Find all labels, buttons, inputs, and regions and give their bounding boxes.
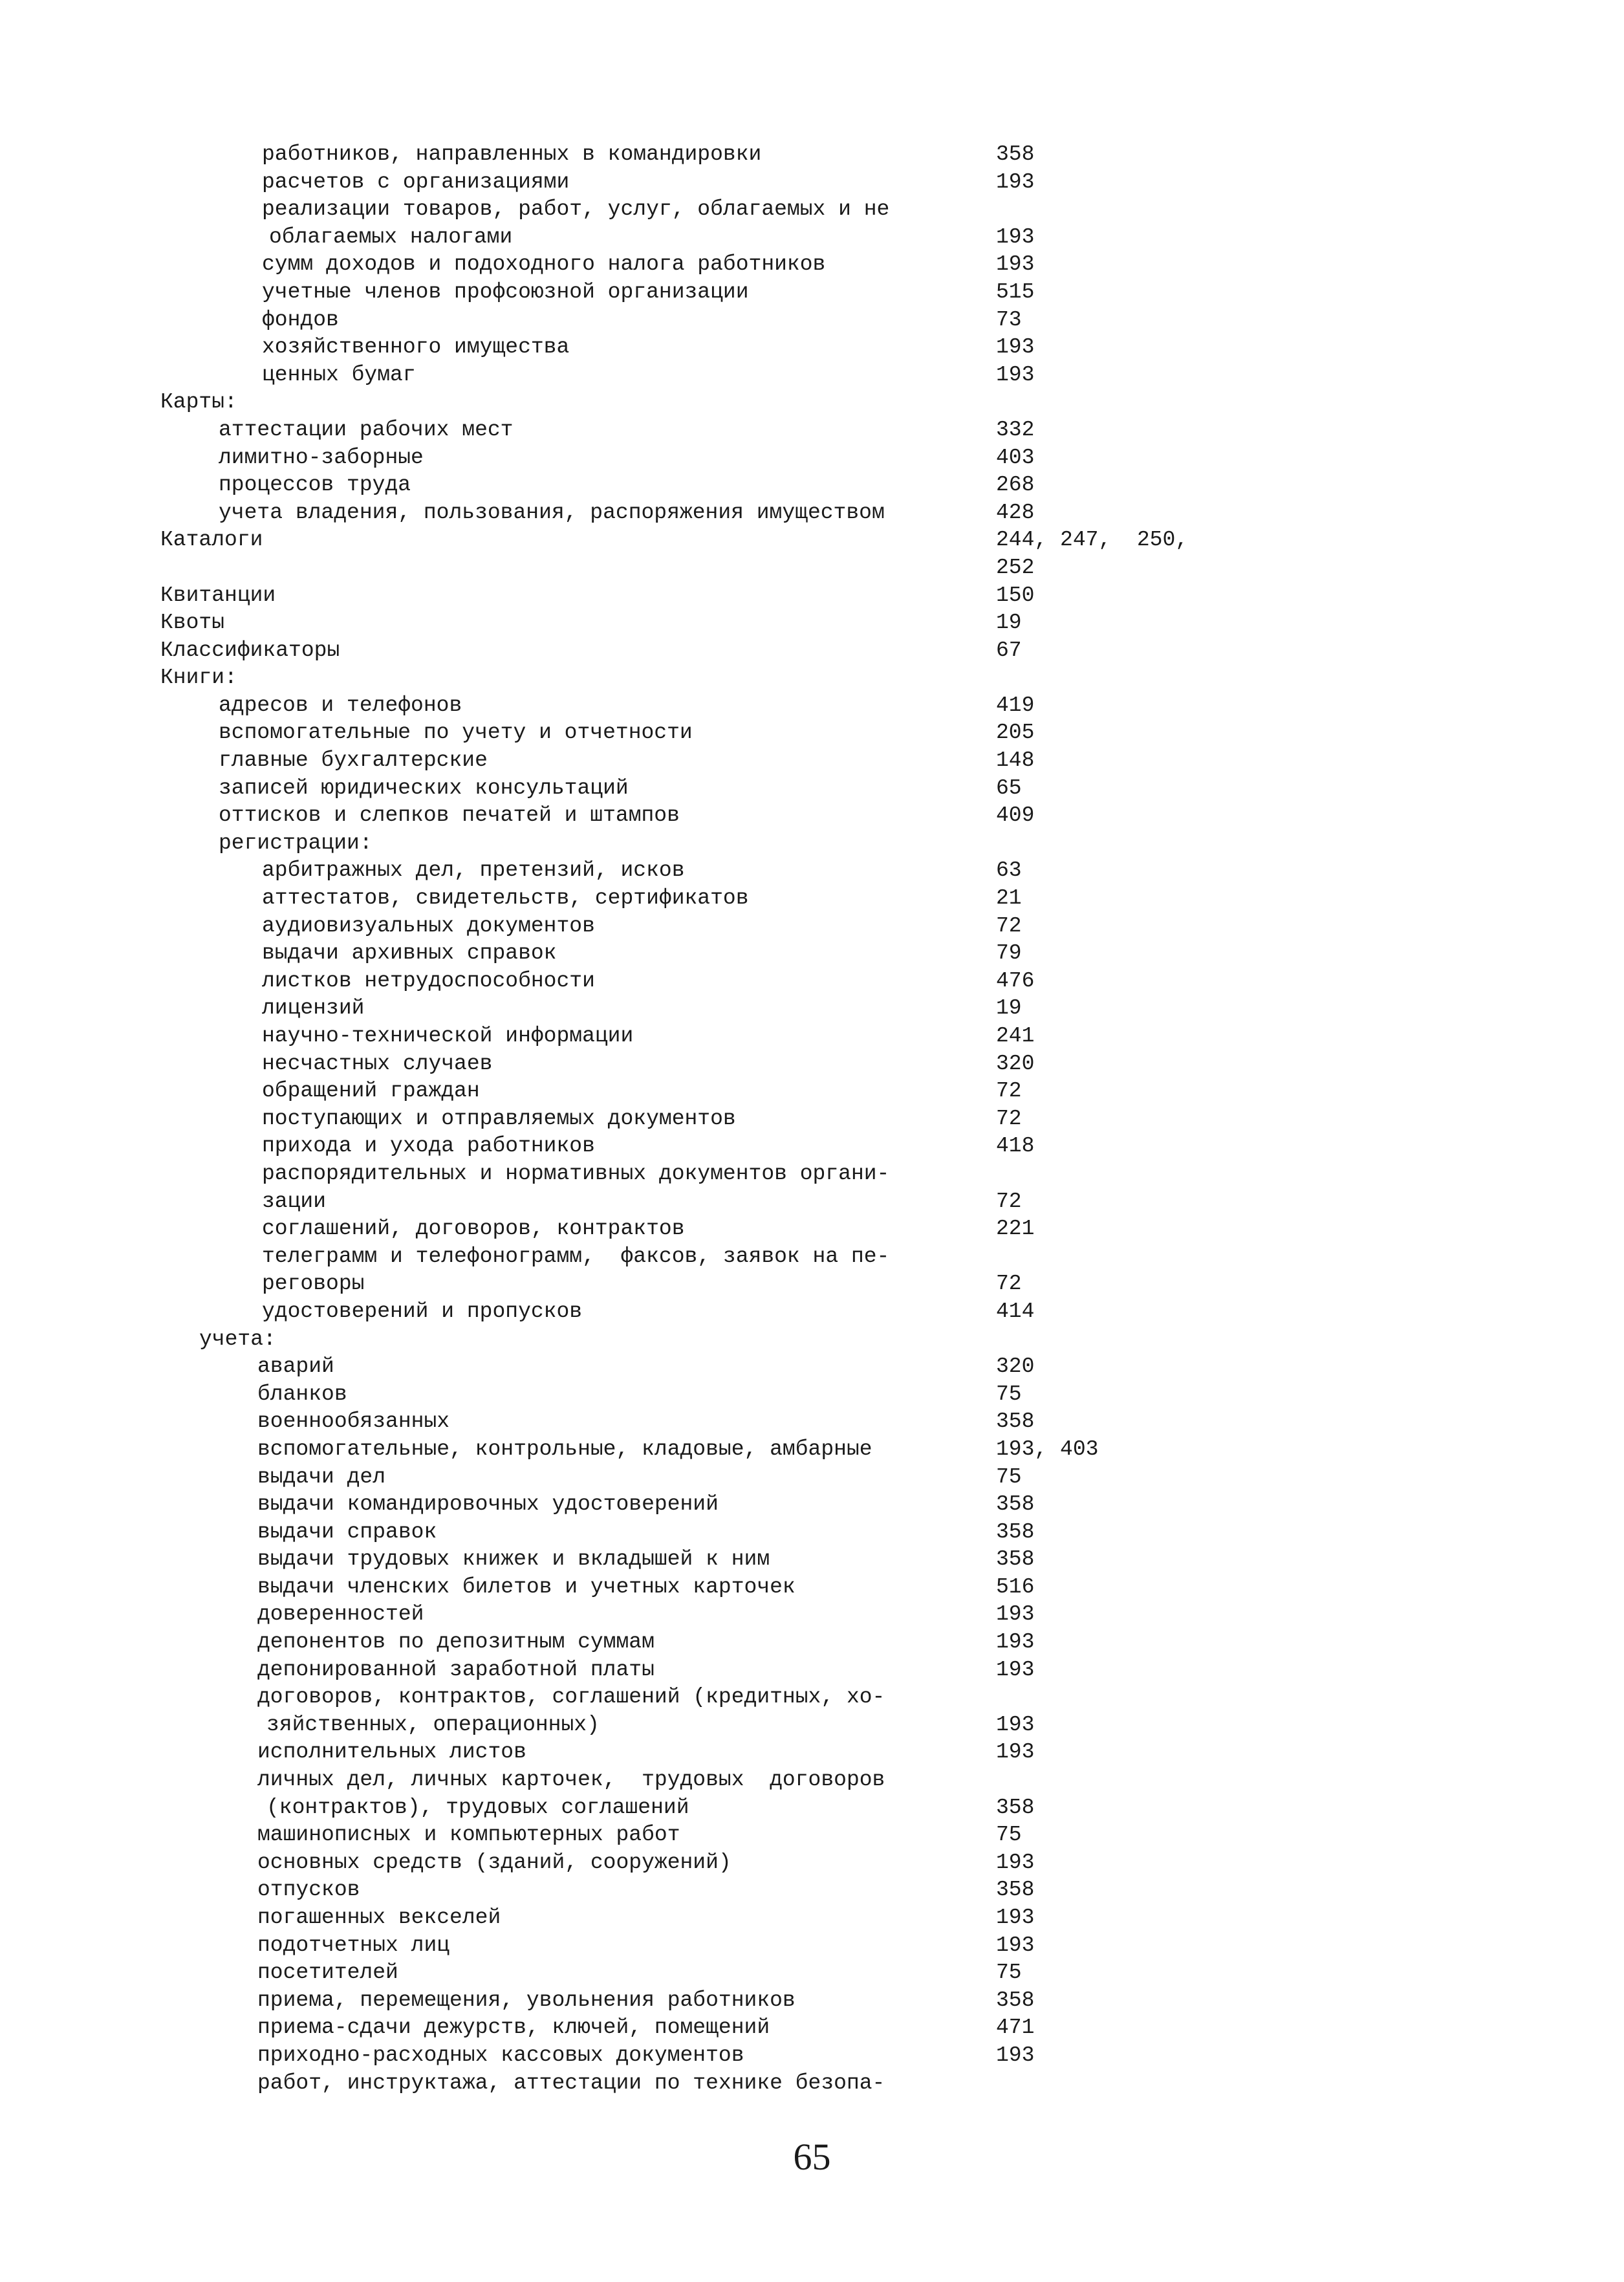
index-term: выдачи справок <box>257 1519 437 1544</box>
index-term: записей юридических консультаций <box>219 776 629 800</box>
index-term: работ, инструктажа, аттестации по технике безопа- <box>257 2070 885 2095</box>
index-page-refs: 21 <box>996 886 1022 911</box>
index-term: посетителей <box>257 1961 398 1985</box>
index-entry <box>0 1326 1624 1354</box>
index-term: аттестатов, свидетельств, сертификатов <box>262 886 749 911</box>
index-entry <box>0 857 1624 885</box>
index-entry <box>0 1188 1624 1216</box>
index-page-refs: 320 <box>996 1354 1035 1379</box>
index-term: отпусков <box>257 1878 360 1902</box>
index-entry <box>0 224 1624 252</box>
index-entry <box>0 472 1624 499</box>
index-page-refs: 193 <box>996 362 1035 387</box>
index-term: вспомогательные по учету и отчетности <box>219 721 693 745</box>
index-term: главные бухгалтерские <box>219 748 488 773</box>
index-page-refs: 193 <box>996 335 1035 360</box>
index-page-refs: 19 <box>996 996 1022 1021</box>
index-term: подотчетных лиц <box>257 1933 450 1957</box>
index-term: адресов и телефонов <box>219 693 462 717</box>
index-page-refs: 241 <box>996 1024 1035 1048</box>
index-entry <box>0 1243 1624 1271</box>
index-page-refs: 252 <box>996 555 1035 580</box>
index-entry <box>0 1739 1624 1766</box>
index-term: процессов труда <box>219 473 411 497</box>
index-page-refs: 205 <box>996 721 1035 745</box>
index-entry <box>0 913 1624 940</box>
index-page-refs: 75 <box>996 1823 1022 1847</box>
index-term: военнообязанных <box>257 1409 450 1434</box>
index-entry <box>0 1657 1624 1684</box>
index-entry <box>0 1766 1624 1794</box>
index-entry <box>0 499 1624 527</box>
index-entry <box>0 141 1624 169</box>
index-entry <box>0 1987 1624 2015</box>
index-page-refs: 193 <box>996 1740 1035 1765</box>
index-page-refs: 193, 403 <box>996 1437 1099 1461</box>
index-entry <box>0 940 1624 968</box>
index-entry <box>0 995 1624 1023</box>
index-term: телеграмм и телефонограмм, факсов, заявок на пе- <box>262 1244 890 1268</box>
index-entry <box>0 1959 1624 1987</box>
index-entry <box>0 554 1624 582</box>
index-page-refs: 193 <box>996 1602 1035 1627</box>
index-entry <box>0 1546 1624 1574</box>
index-entry <box>0 1712 1624 1739</box>
index-entry <box>0 1078 1624 1105</box>
index-page-refs: 428 <box>996 500 1035 525</box>
index-page-refs: 193 <box>996 1906 1035 1929</box>
index-entry <box>0 444 1624 472</box>
index-entry <box>0 692 1624 720</box>
index-entry <box>0 2014 1624 2042</box>
index-entry <box>0 389 1624 417</box>
index-page-refs: 72 <box>996 1079 1022 1103</box>
index-term: Квитанции <box>160 583 276 607</box>
index-term: машинописных и компьютерных работ <box>257 1823 680 1847</box>
index-page-refs: 193 <box>996 2043 1035 2067</box>
index-entry <box>0 527 1624 554</box>
index-page-refs: 193 <box>996 1933 1035 1957</box>
index-entry <box>0 968 1624 995</box>
index-entry <box>0 1849 1624 1877</box>
index-term: приема-сдачи дежурств, ключей, помещений <box>257 2016 770 2040</box>
index-page-refs: 193 <box>996 252 1035 277</box>
index-page-refs: 148 <box>996 748 1035 773</box>
index-term: арбитражных дел, претензий, исков <box>262 858 685 883</box>
index-entry <box>0 1491 1624 1519</box>
index-entry <box>0 1794 1624 1822</box>
index-entry <box>0 1876 1624 1904</box>
index-page-refs: 193 <box>996 169 1035 194</box>
index-term: реализации товаров, работ, услуг, облагаемых и не <box>262 197 890 222</box>
index-entry <box>0 1381 1624 1409</box>
index-page-refs: 19 <box>996 611 1022 635</box>
index-term: научно-технической информации <box>262 1024 634 1048</box>
index-term: поступающих и отправляемых документов <box>262 1106 736 1131</box>
index-page-refs: 193 <box>996 1850 1035 1874</box>
index-term: аудиовизуальных документов <box>262 913 595 938</box>
index-entry <box>0 1050 1624 1078</box>
index-term: удостоверений и пропусков <box>262 1299 583 1323</box>
index-entry <box>0 334 1624 362</box>
index-term: Карты: <box>160 390 237 415</box>
index-entry <box>0 1270 1624 1298</box>
index-term: выдачи дел <box>257 1464 386 1489</box>
index-entry <box>0 1574 1624 1602</box>
index-page-refs: 75 <box>996 1961 1022 1985</box>
index-entry <box>0 1160 1624 1188</box>
index-entry <box>0 279 1624 307</box>
index-entry <box>0 1684 1624 1712</box>
index-term: аварий <box>257 1354 334 1379</box>
index-page-refs: 72 <box>996 1272 1022 1296</box>
index-term: вспомогательные, контрольные, кладовые, амбарные <box>257 1437 872 1461</box>
index-term: Классификаторы <box>160 638 340 662</box>
index-entry <box>0 1133 1624 1160</box>
index-page-refs: 75 <box>996 1382 1022 1406</box>
index-term: регистрации: <box>219 831 373 855</box>
index-page-refs: 193 <box>996 1712 1035 1737</box>
index-term: оттисков и слепков печатей и штампов <box>219 803 680 828</box>
index-term: основных средств (зданий, сооружений) <box>257 1850 731 1874</box>
index-page-refs: 65 <box>996 776 1022 800</box>
index-term: сумм доходов и подоходного налога работников <box>262 252 826 277</box>
index-entry <box>0 1353 1624 1381</box>
index-page-refs: 358 <box>996 1795 1035 1820</box>
index-term: хозяйственного имущества <box>262 335 570 360</box>
index-entry <box>0 1298 1624 1326</box>
index-entry <box>0 169 1624 197</box>
index-page-refs: 72 <box>996 1189 1022 1213</box>
index-entry <box>0 637 1624 665</box>
index-term: зяйственных, операционных) <box>266 1712 600 1737</box>
index-page-refs: 419 <box>996 693 1035 717</box>
index-entry <box>0 417 1624 444</box>
index-entry <box>0 885 1624 913</box>
index-term: личных дел, личных карточек, трудовых договоров <box>257 1768 885 1792</box>
index-page-refs: 358 <box>996 1409 1035 1434</box>
index-entry <box>0 1023 1624 1050</box>
index-page-refs: 75 <box>996 1464 1022 1489</box>
index-entry <box>0 1105 1624 1133</box>
index-term: Каталоги <box>160 528 263 552</box>
index-entry <box>0 582 1624 610</box>
index-page-refs: 414 <box>996 1299 1035 1323</box>
index-page-refs: 73 <box>996 307 1022 332</box>
index-entry <box>0 307 1624 334</box>
index-term: распорядительных и нормативных документов органи- <box>262 1161 890 1186</box>
index-term: договоров, контрактов, соглашений (кредитных, хо- <box>257 1685 885 1710</box>
index-entry <box>0 1215 1624 1243</box>
index-term: выдачи членских билетов и учетных карточек <box>257 1574 796 1599</box>
index-entry <box>0 362 1624 389</box>
index-entry <box>0 664 1624 692</box>
index-term: расчетов с организациями <box>262 169 570 194</box>
index-page-refs: 403 <box>996 445 1035 470</box>
index-page-refs: 63 <box>996 858 1022 883</box>
index-page-refs: 268 <box>996 473 1035 497</box>
index-term: соглашений, договоров, контрактов <box>262 1217 685 1241</box>
index-term: листков нетрудоспособности <box>262 968 595 993</box>
index-page-refs: 193 <box>996 1630 1035 1655</box>
index-entry <box>0 719 1624 747</box>
index-page-refs: 332 <box>996 417 1035 442</box>
index-term: лицензий <box>262 996 365 1021</box>
index-term: несчастных случаев <box>262 1051 493 1076</box>
index-entry <box>0 1408 1624 1436</box>
index-entry <box>0 1519 1624 1547</box>
index-page-refs: 409 <box>996 803 1035 828</box>
index-term: аттестации рабочих мест <box>219 417 514 442</box>
index-page-refs: 471 <box>996 2016 1035 2040</box>
index-page-refs: 418 <box>996 1134 1035 1158</box>
index-entry <box>0 1601 1624 1629</box>
index-term: зации <box>262 1189 327 1213</box>
index-term: Книги: <box>160 666 237 690</box>
index-page-refs: 67 <box>996 638 1022 662</box>
index-entry <box>0 2070 1624 2098</box>
index-page-refs: 516 <box>996 1574 1035 1599</box>
index-term: депонированной заработной платы <box>257 1657 655 1682</box>
index-term: прихода и ухода работников <box>262 1134 595 1158</box>
index-term: (контрактов), трудовых соглашений <box>266 1795 689 1820</box>
index-page-refs: 358 <box>996 1878 1035 1902</box>
index-term: доверенностей <box>257 1602 424 1627</box>
index-term: бланков <box>257 1382 347 1406</box>
index-term: ценных бумаг <box>262 362 416 387</box>
index-term: учета: <box>199 1327 276 1351</box>
index-page-refs: 72 <box>996 913 1022 938</box>
index-term: учета владения, пользования, распоряжения имуществом <box>219 500 885 525</box>
index-term: лимитно-заборные <box>219 445 424 470</box>
index-entry <box>0 775 1624 803</box>
index-entry <box>0 1821 1624 1849</box>
index-term: выдачи командировочных удостоверений <box>257 1492 719 1517</box>
index-entry <box>0 747 1624 775</box>
index-term: учетные членов профсоюзной организации <box>262 279 749 304</box>
index-page-refs: 72 <box>996 1106 1022 1131</box>
index-term: приходно-расходных кассовых документов <box>257 2043 744 2067</box>
index-entry <box>0 251 1624 279</box>
index-entry <box>0 196 1624 224</box>
index-term: облагаемых налогами <box>269 224 513 249</box>
index-page-refs: 358 <box>996 1492 1035 1517</box>
index-term: депонентов по депозитным суммам <box>257 1630 655 1655</box>
index-term: погашенных векселей <box>257 1906 501 1929</box>
subject-index <box>0 141 1624 2097</box>
page-number: 65 <box>793 2136 831 2178</box>
index-term: приема, перемещения, увольнения работников <box>257 1988 796 2012</box>
index-page-refs: 244, 247, 250, <box>996 528 1189 552</box>
index-term: реговоры <box>262 1272 365 1296</box>
index-entry <box>0 1629 1624 1657</box>
index-entry <box>0 1464 1624 1492</box>
index-term: выдачи архивных справок <box>262 941 557 966</box>
index-entry <box>0 2042 1624 2070</box>
index-page-refs: 476 <box>996 968 1035 993</box>
index-page-refs: 221 <box>996 1217 1035 1241</box>
index-page-refs: 515 <box>996 279 1035 304</box>
index-entry <box>0 1436 1624 1464</box>
index-entry <box>0 609 1624 637</box>
index-page-refs: 358 <box>996 1519 1035 1544</box>
index-page-refs: 193 <box>996 224 1035 249</box>
index-term: выдачи трудовых книжек и вкладышей к ним <box>257 1547 770 1572</box>
index-entry <box>0 1932 1624 1960</box>
index-term: исполнительных листов <box>257 1740 526 1765</box>
index-page-refs: 358 <box>996 1547 1035 1572</box>
index-term: Квоты <box>160 611 225 635</box>
index-entry <box>0 830 1624 858</box>
index-page-refs: 358 <box>996 1988 1035 2012</box>
index-page-refs: 79 <box>996 941 1022 966</box>
index-page-refs: 150 <box>996 583 1035 607</box>
index-page-refs: 358 <box>996 142 1035 166</box>
index-term: обращений граждан <box>262 1079 480 1103</box>
index-entry <box>0 802 1624 830</box>
index-term: работников, направленных в командировки <box>262 142 762 166</box>
index-page-refs: 320 <box>996 1051 1035 1076</box>
index-page-refs: 193 <box>996 1657 1035 1682</box>
index-entry <box>0 1904 1624 1932</box>
index-term: фондов <box>262 307 339 332</box>
